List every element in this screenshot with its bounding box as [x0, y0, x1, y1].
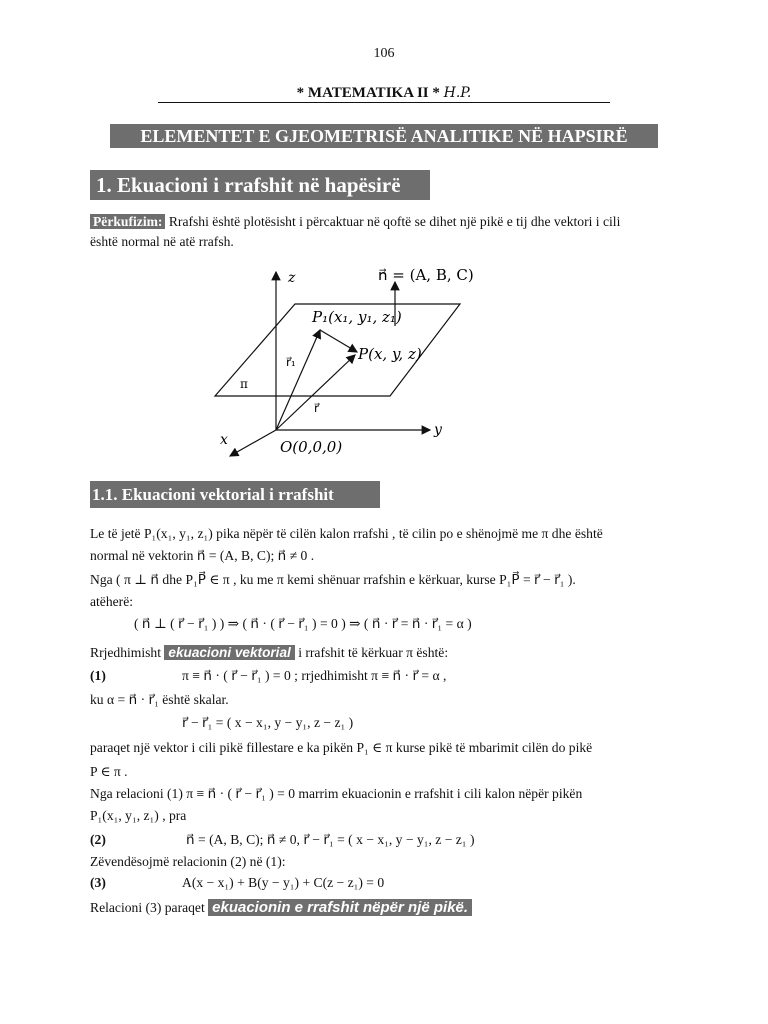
- body-line-3: Nga ( π ⊥ n⃗ dhe P₁P⃗ ∈ π , ku me π kemi shënuar rrafshin e kërkuar, kurse P₁P⃗ = r⃗ − r⃗₁ ).: [90, 572, 576, 587]
- body-line-17: [90, 898, 680, 918]
- body-line-6-start: Rrjedhimisht: [90, 645, 165, 660]
- highlight-plane-equation: ekuacionin e rrafshit nëpër një pikë.: [208, 899, 472, 916]
- body-line-10: paraqet një vektor i cili pikë fillestare e ka pikën P₁ ∈ π kurse pikë të mbarimit cilën do pikë: [90, 740, 593, 755]
- equation-3-row: [90, 873, 680, 893]
- page-number: 106: [373, 46, 395, 61]
- equation-3-number: (3): [90, 875, 106, 890]
- origin-label: O(0,0,0): [280, 438, 343, 456]
- body-line-17-start: Relacioni (3) paraqet: [90, 900, 209, 915]
- section-title: 1. Ekuacioni i rrafshit në hapësirë: [90, 170, 430, 200]
- equation-1-number: (1): [90, 668, 106, 683]
- normal-label: n⃗ = (A, B, C): [378, 266, 474, 284]
- equation-2: n⃗ = (A, B, C); n⃗ ≠ 0, r⃗ − r⃗₁ = ( x − x₁, y − y₁, z − z₁ ): [186, 832, 475, 847]
- body-line-2: normal në vektorin n⃗ = (A, B, C); n⃗ ≠ 0 .: [90, 548, 315, 563]
- z-axis-label: z: [288, 270, 296, 286]
- body-line-15: Zëvendësojmë relacionin (2) në (1):: [90, 854, 286, 869]
- equation-1-row: [90, 666, 680, 686]
- y-axis-label: y: [434, 422, 442, 438]
- body-line-8: ku α = n⃗ · r⃗₁ është skalar.: [90, 692, 229, 707]
- p1-label: P₁(x₁, y₁, z₁): [312, 308, 402, 326]
- body-line-12: Nga relacioni (1) π ≡ n⃗ · ( r⃗ − r⃗₁ ) = 0 marrim ekuacionin e rrafshit i cili kalon nëpër pikën: [90, 786, 583, 801]
- r-label: r⃗: [314, 401, 319, 415]
- x-axis-label: x: [220, 432, 228, 448]
- main-title: ELEMENTET E GJEOMETRISË ANALITIKE NË HAPSIRË: [110, 124, 658, 148]
- definition-text-2: është normal në atë rrafsh.: [90, 234, 234, 249]
- equation-3: A(x − x₁) + B(y − y₁) + C(z − z₁) = 0: [182, 875, 385, 890]
- equation-2-number: (2): [90, 832, 106, 847]
- x-axis: [230, 430, 276, 456]
- vector-p1p: [320, 330, 357, 352]
- body-line-4: atëherë:: [90, 594, 134, 609]
- body-line-13: P₁(x₁, y₁, z₁) , pra: [90, 808, 187, 823]
- subsection-title: 1.1. Ekuacioni vektorial i rrafshit: [90, 481, 380, 508]
- vector-r1: [276, 330, 320, 430]
- header-initials: H.P.: [443, 85, 472, 101]
- difference-vector: r⃗ − r⃗₁ = ( x − x₁, y − y₁, z − z₁ ): [182, 715, 354, 730]
- equation-implication: ( n⃗ ⊥ ( r⃗ − r⃗₁ ) ) ⇒ ( n⃗ · ( r⃗ − r⃗₁ ) = 0 ) ⇒ ( n⃗ · r⃗ = n⃗ · r⃗₁ = α ): [134, 616, 472, 631]
- pi-label: π: [240, 377, 248, 391]
- body-line-6: [90, 643, 680, 663]
- body-line-6-end: i rrafshit të kërkuar π është:: [294, 645, 449, 660]
- running-header: [158, 84, 610, 103]
- body-line-11: P ∈ π .: [90, 764, 128, 779]
- definition-text-1: Rrafshi është plotësisht i përcaktuar në qoftë se dihet një pikë e tij dhe vektori i cili: [165, 214, 621, 229]
- definition: [90, 212, 690, 252]
- body-line-1: Le të jetë P₁(x₁, y₁, z₁) pika nëpër të cilën kalon rrafshi , të cilin po e shënojmë me π dhe është: [90, 526, 603, 541]
- header-text: * MATEMATIKA II *: [296, 85, 440, 101]
- p-label: P(x, y, z): [358, 345, 422, 363]
- equation-2-row: [90, 830, 680, 850]
- r1-label: r⃗₁: [286, 355, 296, 369]
- definition-label: Përkufizim:: [90, 214, 165, 229]
- highlight-vector-equation: ekuacioni vektorial: [164, 645, 294, 660]
- equation-1: π ≡ n⃗ · ( r⃗ − r⃗₁ ) = 0 ; rrjedhimisht π ≡ n⃗ · r⃗ = α ,: [182, 668, 447, 683]
- plane-figure: [200, 262, 500, 472]
